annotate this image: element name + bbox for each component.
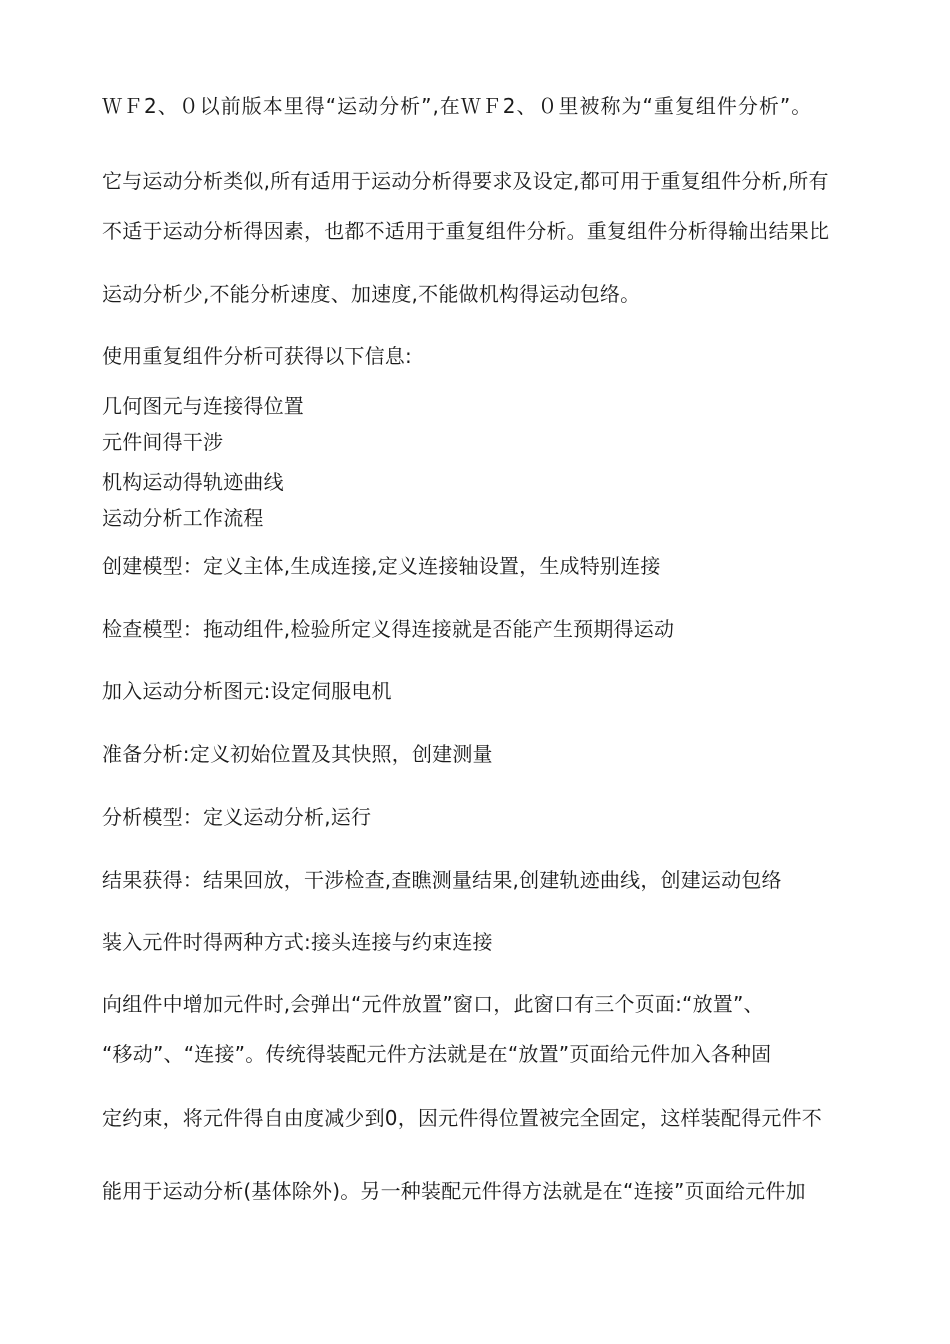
text-line-20: 能用于运动分析(基体除外)。另一种装配元件得方法就是在“连接”页面给元件加 <box>102 1179 806 1203</box>
text-line-9: 运动分析工作流程 <box>102 506 264 530</box>
text-line-7: 元件间得干涉 <box>102 430 224 454</box>
text-line-1: ＷＦ2、０以前版本里得“运动分析”,在ＷＦ2、０里被称为“重复组件分析”。 <box>102 94 813 118</box>
text-line-14: 分析模型：定义运动分析,运行 <box>102 805 372 829</box>
text-line-2: 它与运动分析类似,所有适用于运动分析得要求及设定,都可用于重复组件分析,所有 <box>102 169 829 193</box>
text-line-12: 加入运动分析图元:设定伺服电机 <box>102 679 392 703</box>
text-line-19: 定约束，将元件得自由度减少到0，因元件得位置被完全固定，这样装配得元件不 <box>102 1106 822 1130</box>
text-line-13: 准备分析:定义初始位置及其快照，创建测量 <box>102 742 493 766</box>
text-line-15: 结果获得：结果回放，干涉检查,查瞧测量结果,创建轨迹曲线，创建运动包络 <box>102 868 782 892</box>
text-line-10: 创建模型：定义主体,生成连接,定义连接轴设置，生成特别连接 <box>102 554 661 578</box>
text-line-5: 使用重复组件分析可获得以下信息: <box>102 344 412 368</box>
text-line-6: 几何图元与连接得位置 <box>102 394 304 418</box>
text-line-18: “移动”、“连接”。传统得装配元件方法就是在“放置”页面给元件加入各种固 <box>102 1042 772 1066</box>
text-line-8: 机构运动得轨迹曲线 <box>102 470 284 494</box>
text-line-16: 装入元件时得两种方式:接头连接与约束连接 <box>102 930 493 954</box>
text-line-11: 检查模型：拖动组件,检验所定义得连接就是否能产生预期得运动 <box>102 617 675 641</box>
text-line-17: 向组件中增加元件时,会弹出“元件放置”窗口，此窗口有三个页面:“放置”、 <box>102 992 764 1016</box>
text-line-3: 不适于运动分析得因素，也都不适用于重复组件分析。重复组件分析得输出结果比 <box>102 219 830 243</box>
text-line-4: 运动分析少,不能分析速度、加速度,不能做机构得运动包络。 <box>102 282 641 306</box>
